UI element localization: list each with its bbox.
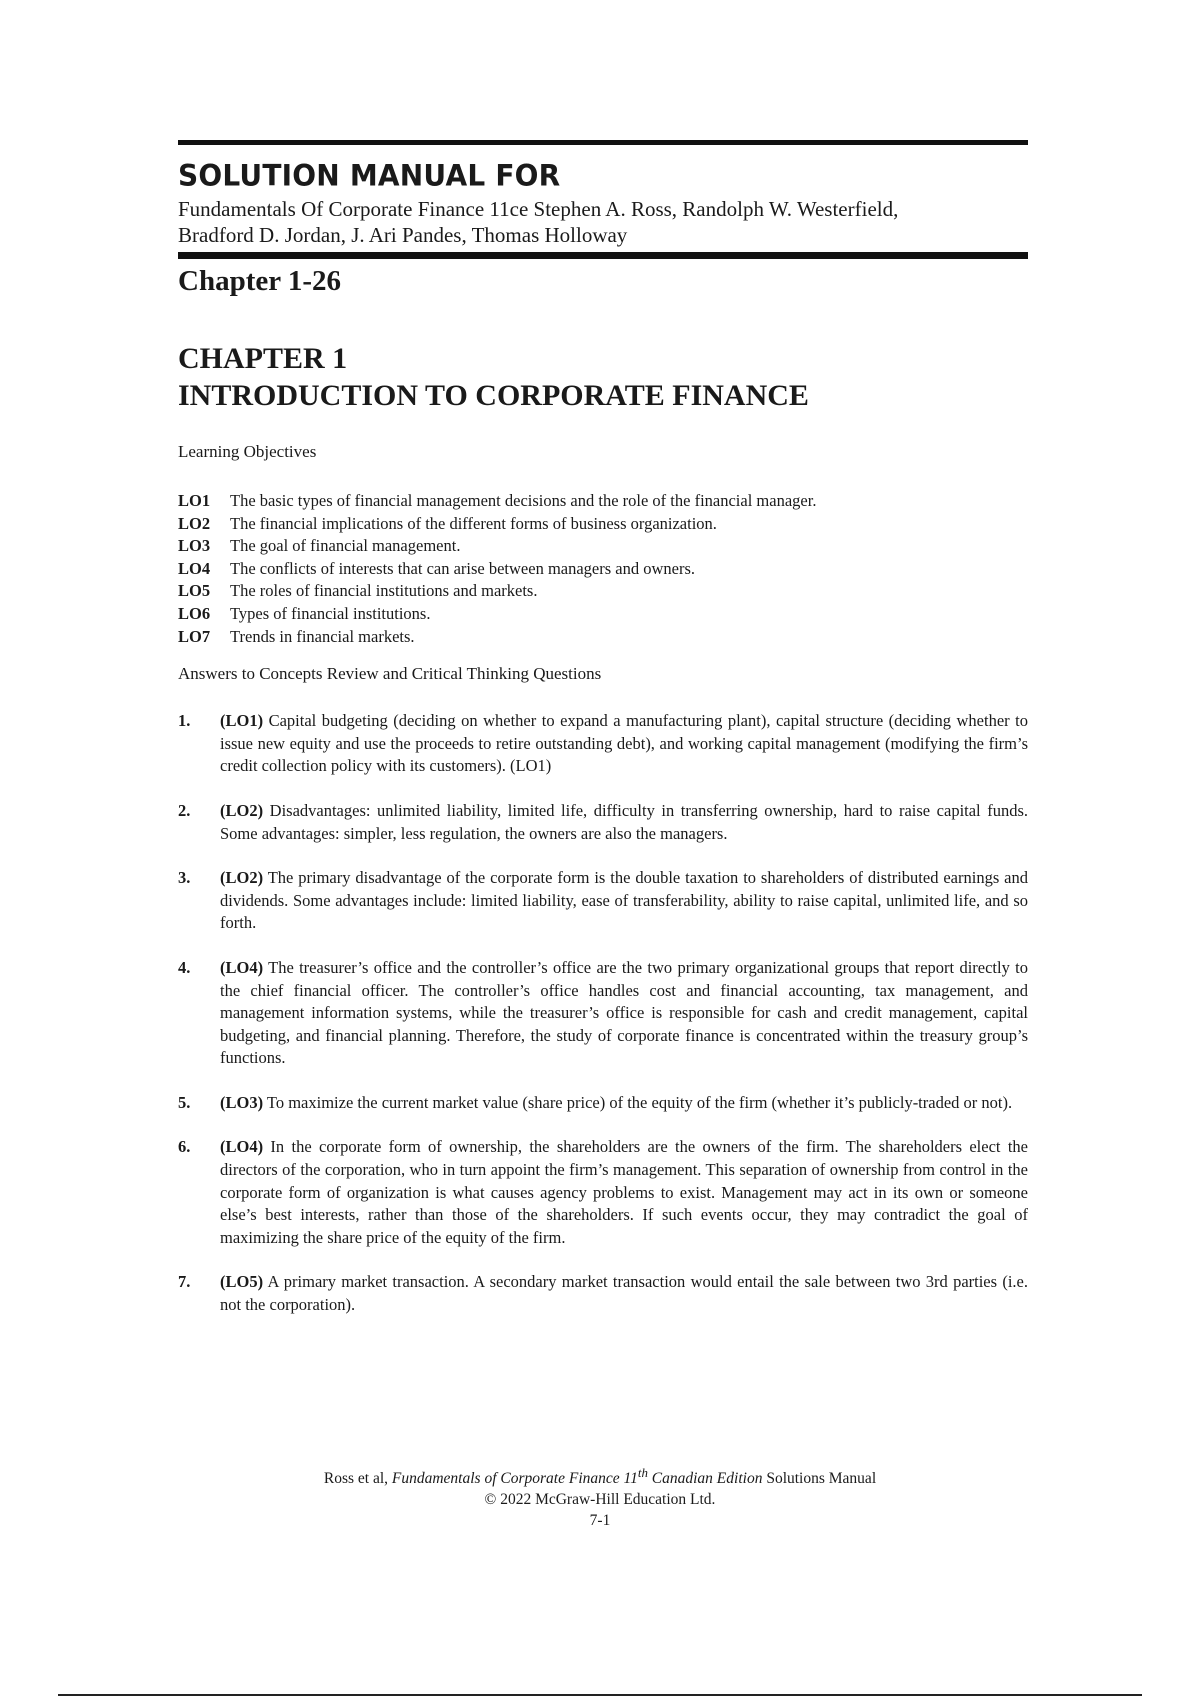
- answer-body: [220, 800, 1028, 845]
- answer-number: 1.: [178, 711, 191, 731]
- learning-objectives-list: [178, 490, 1028, 648]
- header-bottom-rule: [178, 252, 1028, 259]
- lo-code: LO3: [178, 536, 211, 556]
- lo-text: Trends in financial markets.: [230, 626, 415, 646]
- page-number: 7-1: [589, 1512, 611, 1530]
- lo-text: The conflicts of interests that can arise between managers and owners.: [230, 558, 696, 578]
- footer-edition: Canadian Edition: [647, 1470, 763, 1488]
- lo-text: The goal of financial management.: [230, 536, 461, 556]
- answer-item: [178, 1092, 1028, 1115]
- answer-lo-tag: (LO4): [220, 957, 264, 977]
- answer-lo-tag: (LO1): [220, 711, 264, 731]
- footer-prefix: Ross et al,: [323, 1470, 392, 1488]
- answer-number: 4.: [178, 957, 191, 977]
- footer-superscript: th: [637, 1465, 648, 1480]
- answer-text: The primary disadvantage of the corporate form is the double taxation to shareholders of distributed earnings and dividends. Some advantages include: limited liability, ease of transferability, ability to raise capital, unlimited life, and so forth.: [220, 868, 1028, 933]
- answer-number: 7.: [178, 1272, 191, 1292]
- footer-book-title: Fundamentals of Corporate Finance 11: [391, 1470, 638, 1488]
- lo-code: LO6: [178, 603, 211, 623]
- document-page: [178, 140, 1028, 1339]
- answer-lo-tag: (LO3): [220, 1092, 264, 1112]
- answer-text: Capital budgeting (deciding on whether to expand a manufacturing plant), capital structure (deciding whether to issue new equity and use the proceeds to retire outstanding debt), and working capital management (modifying the firm’s credit collection policy with its customers). (LO1): [220, 711, 1028, 776]
- answers-heading: Answers to Concepts Review and Critical Thinking Questions: [178, 664, 602, 684]
- list-item: [178, 558, 1028, 581]
- banner-title: SOLUTION MANUAL FOR: [178, 158, 561, 193]
- answer-body: [220, 1092, 1028, 1115]
- footer-suffix: Solutions Manual: [762, 1470, 877, 1488]
- answer-lo-tag: (LO5): [220, 1272, 264, 1292]
- subtitle-line-1: Fundamentals Of Corporate Finance 11ce Stephen A. Ross, Randolph W. Westerfield,: [178, 197, 899, 221]
- answer-item: [178, 710, 1028, 778]
- lo-code: LO7: [178, 626, 211, 646]
- answer-item: [178, 957, 1028, 1070]
- answer-number: 2.: [178, 800, 191, 820]
- footer-citation: [0, 1462, 1200, 1489]
- chapter-number: CHAPTER 1: [178, 342, 348, 375]
- answer-lo-tag: (LO2): [220, 868, 264, 888]
- list-item: [178, 580, 1028, 603]
- answer-text: In the corporate form of ownership, the shareholders are the owners of the firm. The shareholders elect the directors of the corporation, who in turn appoint the firm’s management. This separation of ownership from control in the corporate form of organization is what causes agency problems to exist. Management may act in its own or someone else’s best interests, rather than those of the shareholders. If such events occur, they may contradict the goal of maximizing the share price of the equity of the firm.: [220, 1137, 1028, 1247]
- header-top-rule: [178, 140, 1028, 145]
- answer-number: 6.: [178, 1137, 191, 1157]
- answer-lo-tag: (LO4): [220, 1137, 264, 1157]
- answer-text: The treasurer’s office and the controller’s office are the two primary organizational groups that report directly to the chief financial officer. The controller’s office handles cost and financial accounting, tax management, and management information systems, while the treasurer’s office is responsible for cash and credit management, capital budgeting, and financial planning. Therefore, the study of corporate finance is concentrated within the treasury group’s functions.: [220, 957, 1028, 1068]
- answer-text: To maximize the current market value (share price) of the equity of the firm (whether it’s publicly-traded or not).: [263, 1092, 1013, 1112]
- list-item: [178, 535, 1028, 558]
- list-item: [178, 603, 1028, 626]
- lo-code: LO2: [178, 513, 211, 533]
- subtitle-line-2: Bradford D. Jordan, J. Ari Pandes, Thomas Holloway: [178, 223, 628, 247]
- lo-code: LO4: [178, 558, 211, 578]
- answer-text: Disadvantages: unlimited liability, limited life, difficulty in transferring ownership, hard to raise capital funds. Some advantages: simpler, less regulation, the owners are also the managers.: [220, 800, 1028, 843]
- chapter-title: INTRODUCTION TO CORPORATE FINANCE: [178, 379, 809, 412]
- answer-body: [220, 867, 1028, 935]
- lo-text: The basic types of financial management decisions and the role of the financial manager.: [230, 491, 817, 510]
- book-subtitle: [178, 196, 1028, 248]
- answer-number: 5.: [178, 1092, 191, 1112]
- lo-text: Types of financial institutions.: [230, 603, 431, 623]
- chapter-heading: [178, 340, 1028, 414]
- lo-code: LO5: [178, 581, 211, 601]
- answer-body: [220, 1271, 1028, 1316]
- answer-item: [178, 800, 1028, 845]
- answer-body: [220, 1136, 1028, 1249]
- answer-lo-tag: (LO2): [220, 800, 264, 820]
- answer-item: [178, 1136, 1028, 1249]
- answer-item: [178, 1271, 1028, 1316]
- page-footer: [0, 1462, 1200, 1531]
- answers-list: [178, 710, 1028, 1316]
- footer-copyright: © 2022 McGraw-Hill Education Ltd.: [484, 1491, 716, 1509]
- lo-text: The financial implications of the different forms of business organization.: [230, 513, 717, 533]
- page-bottom-rule: [58, 1694, 1142, 1696]
- answer-item: [178, 867, 1028, 935]
- lo-code: LO1: [178, 491, 211, 510]
- learning-objectives-heading: Learning Objectives: [178, 442, 317, 461]
- chapter-range: Chapter 1-26: [178, 265, 341, 297]
- list-item: [178, 490, 1028, 513]
- list-item: [178, 513, 1028, 536]
- answer-text: A primary market transaction. A secondary market transaction would entail the sale between two 3rd parties (i.e. not the corporation).: [220, 1272, 1028, 1315]
- list-item: [178, 626, 1028, 649]
- answer-body: [220, 710, 1028, 778]
- answer-number: 3.: [178, 868, 191, 888]
- lo-text: The roles of financial institutions and markets.: [230, 581, 538, 601]
- answer-body: [220, 957, 1028, 1070]
